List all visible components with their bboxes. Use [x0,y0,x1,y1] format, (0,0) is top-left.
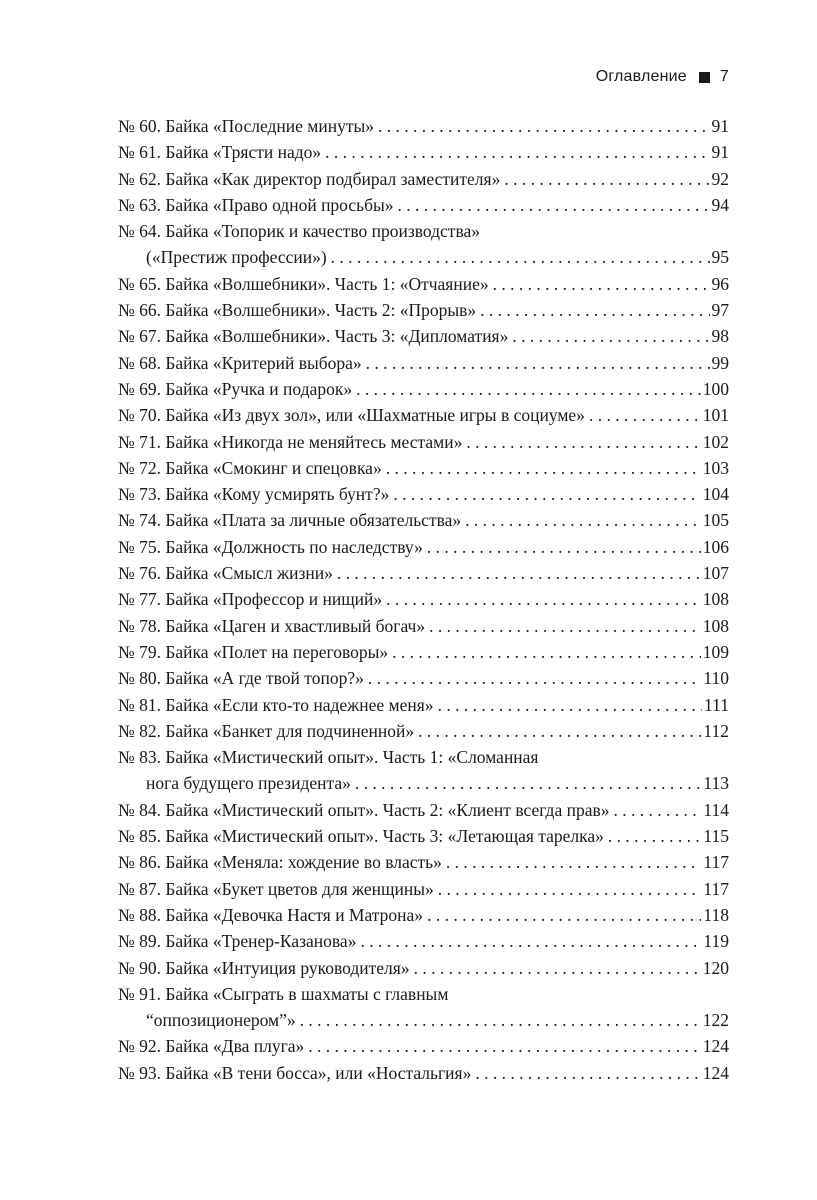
entry-number: № 75. [118,536,161,557]
entry-number: № 70. [118,405,161,426]
entry-title: Байка «Если кто-то надежнее меня» [165,694,434,715]
entry-title: Байка «Волшебники». Часть 3: «Дипломатия» [165,326,509,347]
entry-title: Байка «Тренер-Казанова» [165,931,357,952]
entry-title-continuation: “оппозиционером”» [146,1010,296,1031]
square-bullet-icon [699,72,710,83]
toc-entry[interactable] [118,718,729,744]
dot-leader [608,823,701,849]
entry-page: 96 [711,273,729,294]
entry-title-continuation: нога будущего президента» [146,773,351,794]
entry-page: 112 [703,720,729,741]
entry-title: Байка «В тени босса», или «Ностальгия» [165,1062,472,1083]
dot-leader [613,797,701,823]
dot-leader [427,902,701,928]
entry-title: Байка «Полет на переговоры» [165,641,389,662]
entry-page: 110 [703,668,729,689]
entry-page: 94 [711,194,729,215]
entry-title: Байка «Мистический опыт». Часть 1: «Сломанная [165,747,539,768]
entry-page: 118 [703,904,729,925]
entry-page: 108 [702,615,729,636]
dot-leader [300,1007,701,1033]
entry-page: 111 [704,694,729,715]
dot-leader [360,928,701,954]
dot-leader [480,297,709,323]
dot-leader [589,402,701,428]
entry-number: № 86. [118,852,161,873]
toc-entry[interactable] [118,876,729,902]
entry-title-continuation: («Престиж профессии») [146,247,327,268]
entry-title: Байка «Топорик и качество производства» [165,221,481,242]
table-of-contents [118,113,729,1086]
entry-title: Байка «Банкет для подчиненной» [165,720,415,741]
entry-title: Байка «Трясти надо» [165,142,322,163]
entry-page: 115 [703,826,729,847]
dot-leader [446,849,702,875]
entry-page: 104 [702,484,729,505]
entry-number: № 82. [118,720,161,741]
dot-leader [392,639,701,665]
toc-entry[interactable] [118,429,729,455]
entry-title: Байка «Волшебники». Часть 2: «Прорыв» [165,300,477,321]
entry-number: № 84. [118,799,161,820]
entry-title: Байка «Критерий выбора» [165,352,362,373]
dot-leader [378,113,710,139]
entry-page: 124 [702,1062,729,1083]
entry-number: № 77. [118,589,161,610]
entry-title: Байка «Последние минуты» [165,116,374,136]
entry-title: Байка «Два плуга» [165,1036,305,1057]
toc-entry[interactable] [118,639,729,665]
entry-title: Байка «Девочка Настя и Матрона» [165,904,424,925]
entry-number: № 85. [118,826,161,847]
toc-entry[interactable] [118,744,729,797]
toc-entry[interactable] [118,350,729,376]
entry-number: № 67. [118,326,161,347]
entry-page: 117 [703,852,729,873]
entry-page: 109 [702,641,729,662]
dot-leader [475,1060,700,1086]
entry-number: № 76. [118,563,161,584]
entry-number: № 79. [118,641,161,662]
toc-entry[interactable] [118,586,729,612]
toc-entry[interactable] [118,507,729,533]
entry-title: Байка «Кому усмирять бунт?» [165,484,390,505]
entry-number: № 71. [118,431,161,452]
entry-number: № 60. [118,116,161,136]
entry-title: Байка «Волшебники». Часть 1: «Отчаяние» [165,273,489,294]
toc-entry[interactable] [118,902,729,928]
entry-page: 108 [702,589,729,610]
toc-entry[interactable] [118,218,729,271]
entry-page: 119 [703,931,729,952]
toc-entry[interactable] [118,297,729,323]
entry-number: № 89. [118,931,161,952]
entry-title: Байка «Сыграть в шахматы с главным [165,983,449,1004]
dot-leader [418,718,701,744]
entry-page: 101 [702,405,729,426]
entry-title: Байка «Мистический опыт». Часть 2: «Клиент всегда прав» [165,799,610,820]
dot-leader [429,613,701,639]
toc-entry[interactable] [118,692,729,718]
toc-entry[interactable] [118,376,729,402]
toc-entry[interactable] [118,455,729,481]
dot-leader [331,244,710,270]
toc-entry[interactable] [118,166,729,192]
dot-leader [386,586,701,612]
toc-entry[interactable] [118,323,729,349]
entry-page: 99 [711,352,729,373]
entry-page: 91 [711,142,729,163]
entry-number: № 93. [118,1062,161,1083]
entry-title: Байка «Право одной просьбы» [165,194,394,215]
entry-title: Байка «Смысл жизни» [165,563,333,584]
entry-title: Байка «Профессор и нищий» [165,589,383,610]
entry-title: Байка «Плата за личные обязательства» [165,510,462,531]
entry-page: 98 [711,326,729,347]
toc-entry[interactable] [118,955,729,981]
entry-number: № 68. [118,352,161,373]
toc-entry[interactable] [118,1033,729,1059]
entry-number: № 65. [118,273,161,294]
toc-entry[interactable] [118,665,729,691]
dot-leader [325,139,709,165]
toc-entry[interactable] [118,481,729,507]
dot-leader [438,692,702,718]
entry-title: Байка «Цаген и хвастливый богач» [165,615,426,636]
dot-leader [366,350,710,376]
toc-entry[interactable] [118,928,729,954]
entry-title: Байка «Должность по наследству» [165,536,423,557]
entry-number: № 92. [118,1036,161,1057]
entry-number: № 91. [118,983,161,1004]
dot-leader [504,166,709,192]
entry-number: № 63. [118,194,161,215]
entry-number: № 87. [118,878,161,899]
toc-entry[interactable] [118,613,729,639]
dot-leader [512,323,709,349]
entry-number: № 66. [118,300,161,321]
dot-leader [438,876,702,902]
entry-number: № 78. [118,615,161,636]
toc-entry[interactable] [118,271,729,297]
entry-page: 95 [711,247,729,268]
dot-leader [355,770,702,796]
dot-leader [386,455,701,481]
running-header [596,68,729,86]
entry-page: 102 [702,431,729,452]
page-number: 7 [719,68,729,85]
dot-leader [427,534,701,560]
dot-leader [356,376,701,402]
entry-number: № 90. [118,957,161,978]
entry-page: 107 [702,563,729,584]
toc-entry[interactable] [118,981,729,1034]
entry-page: 122 [702,1010,729,1031]
entry-title: Байка «Смокинг и спецовка» [165,457,382,478]
toc-entry[interactable] [118,192,729,218]
dot-leader [337,560,701,586]
entry-title: Байка «Ручка и подарок» [165,378,353,399]
entry-page: 91 [711,116,729,136]
entry-title: Байка «Из двух зол», или «Шахматные игры в социуме» [165,405,585,426]
dot-leader [398,192,710,218]
entry-number: № 62. [118,168,161,189]
entry-number: № 80. [118,668,161,689]
dot-leader [414,955,701,981]
toc-entry[interactable] [118,139,729,165]
entry-number: № 74. [118,510,161,531]
toc-entry[interactable] [118,823,729,849]
section-title: Оглавление [595,68,687,85]
entry-page: 117 [703,878,729,899]
dot-leader [308,1033,700,1059]
entry-title: Байка «Никогда не меняйтесь местами» [165,431,463,452]
dot-leader [393,481,700,507]
entry-page: 106 [702,536,729,557]
entry-page: 103 [702,457,729,478]
entry-title: Байка «А где твой топор?» [165,668,364,689]
entry-page: 105 [702,510,729,531]
toc-entry[interactable] [118,113,729,139]
entry-number: № 73. [118,484,161,505]
entry-page: 97 [711,300,729,321]
entry-title: Байка «Интуиция руководителя» [165,957,410,978]
dot-leader [465,507,701,533]
entry-page: 92 [711,168,729,189]
entry-page: 120 [702,957,729,978]
entry-page: 113 [703,773,729,794]
entry-number: № 72. [118,457,161,478]
entry-number: № 83. [118,747,161,768]
entry-title: Байка «Мистический опыт». Часть 3: «Летающая тарелка» [165,826,604,847]
entry-title: Байка «Букет цветов для женщины» [165,878,434,899]
entry-title: Байка «Как директор подбирал заместителя» [165,168,501,189]
dot-leader [368,665,702,691]
entry-number: № 64. [118,221,161,242]
entry-number: № 69. [118,378,161,399]
toc-entry[interactable] [118,402,729,428]
entry-page: 114 [703,799,729,820]
toc-entry[interactable] [118,1060,729,1086]
toc-entry[interactable] [118,849,729,875]
entry-page: 124 [702,1036,729,1057]
dot-leader [466,429,700,455]
toc-entry[interactable] [118,560,729,586]
entry-number: № 61. [118,142,161,163]
entry-number: № 81. [118,694,161,715]
dot-leader [493,271,710,297]
entry-title: Байка «Меняла: хождение во власть» [165,852,442,873]
toc-entry[interactable] [118,534,729,560]
entry-number: № 88. [118,904,161,925]
entry-page: 100 [702,378,729,399]
toc-entry[interactable] [118,797,729,823]
